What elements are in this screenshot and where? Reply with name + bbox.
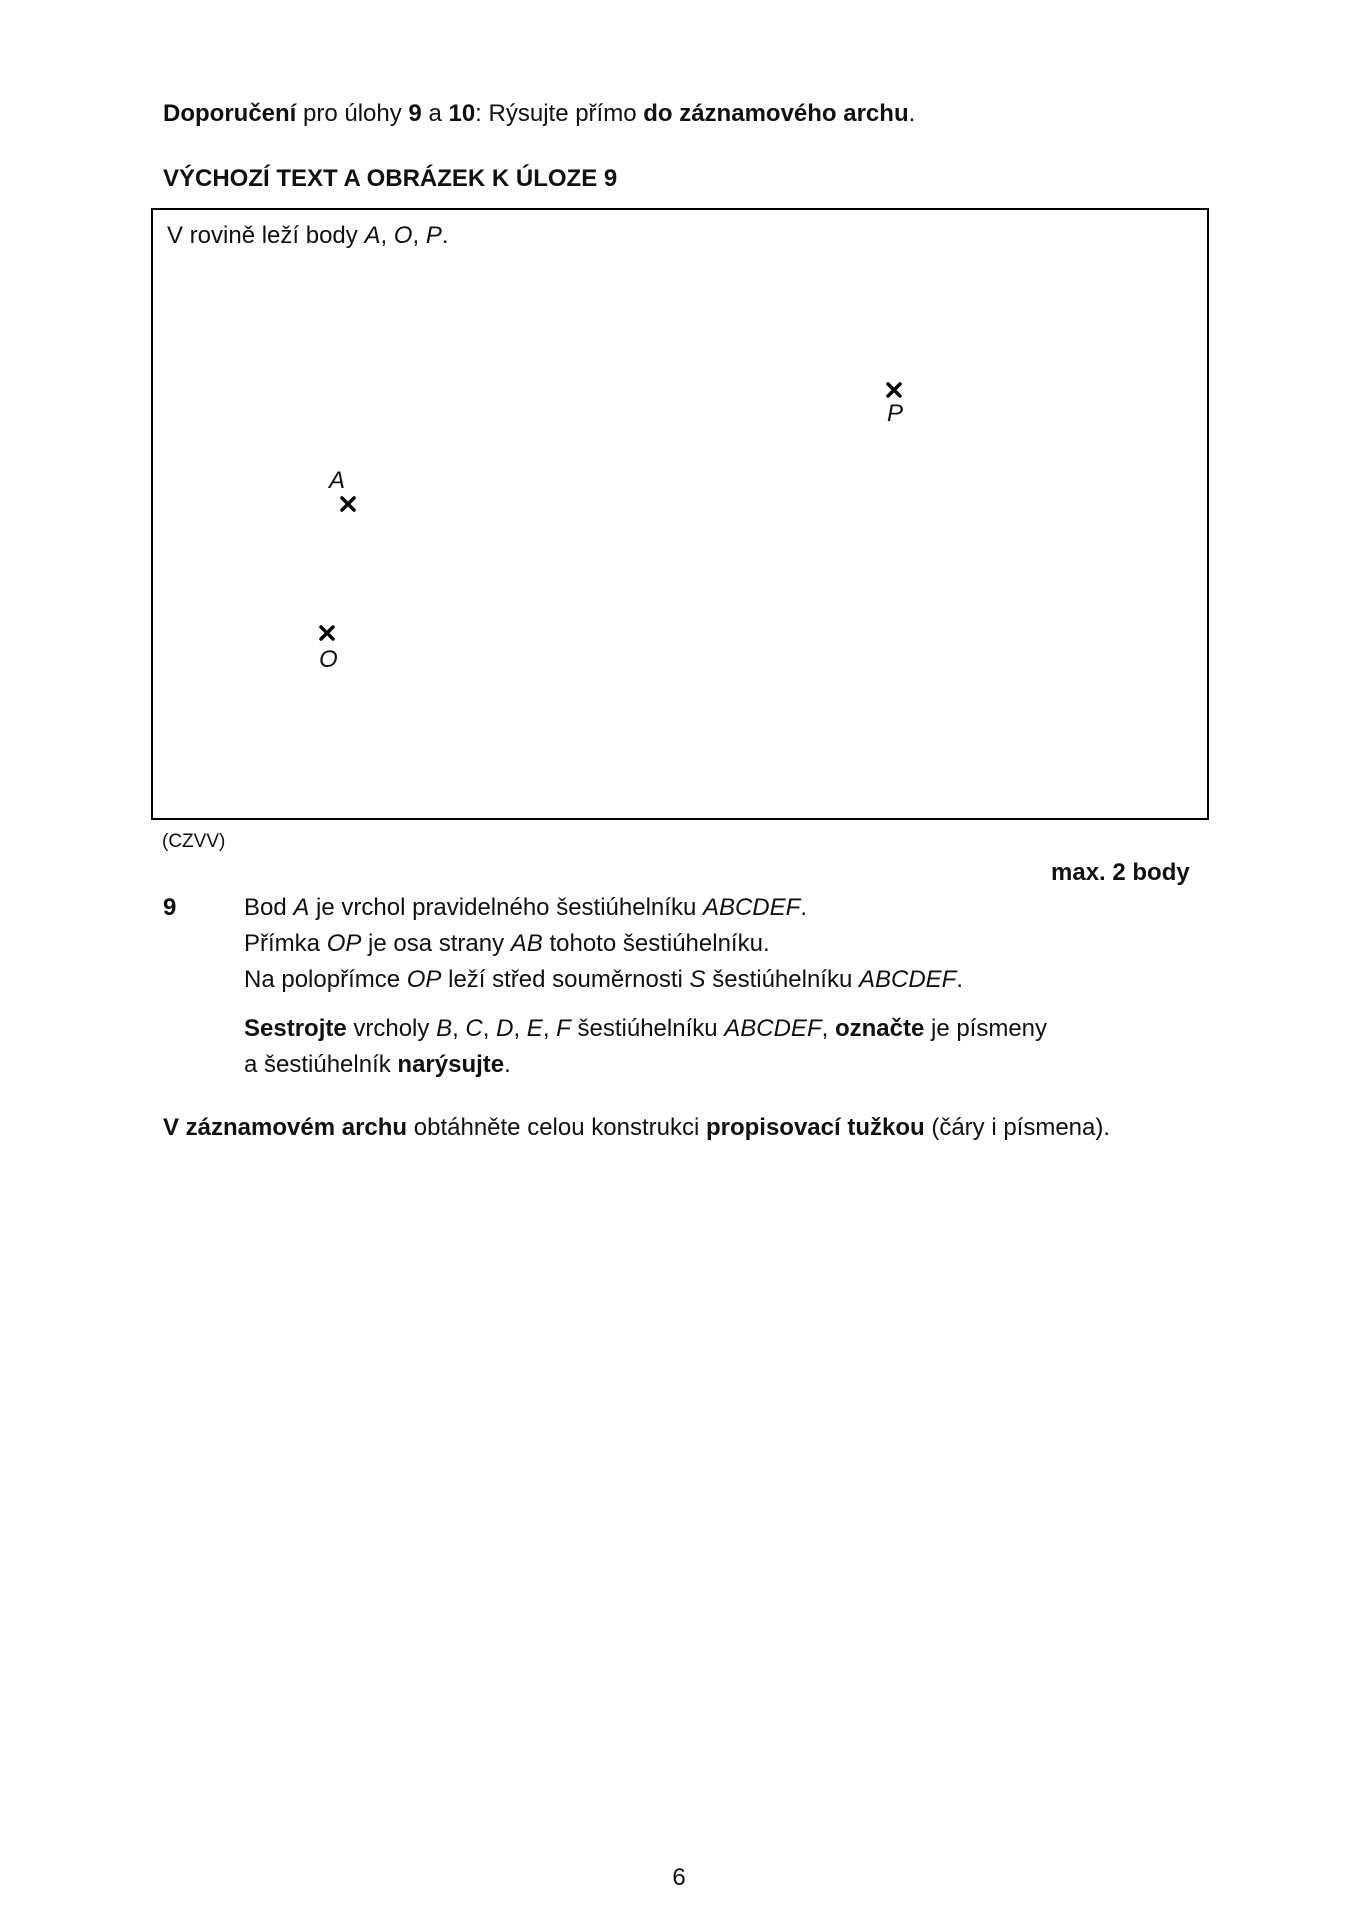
task-text: šestiúhelníku bbox=[570, 1015, 725, 1042]
task-math: B bbox=[436, 1015, 453, 1042]
task-text: je vrchol pravidelného šestiúhelníku bbox=[309, 894, 703, 921]
figure-intro-sep: , bbox=[380, 222, 394, 249]
recommendation-note bbox=[163, 98, 915, 130]
task-sep: , bbox=[513, 1015, 527, 1042]
final-instruction-text: (čáry i písmena). bbox=[924, 1114, 1111, 1141]
task-math: AB bbox=[510, 930, 543, 957]
task-text: . bbox=[800, 894, 807, 921]
task-text-line bbox=[244, 1013, 1047, 1045]
task-text-line bbox=[244, 1049, 511, 1081]
task-text: Na polopřímce bbox=[244, 966, 407, 993]
task-math: A bbox=[293, 894, 310, 921]
source-code: (CZVV) bbox=[162, 831, 226, 852]
task-math: E bbox=[526, 1015, 543, 1042]
task-math: ABCDEF bbox=[724, 1015, 822, 1042]
final-instruction-bold: propisovací tužkou bbox=[705, 1114, 925, 1141]
figure-intro-end: . bbox=[441, 222, 449, 249]
figure-intro-point-a: A bbox=[364, 222, 381, 249]
recommendation-text: pro úlohy bbox=[296, 100, 409, 127]
task-sep: , bbox=[821, 1015, 835, 1042]
point-label-p: P bbox=[887, 400, 904, 427]
task-sep: , bbox=[452, 1015, 466, 1042]
task-sep: , bbox=[542, 1015, 557, 1042]
figure-intro-point-o: O bbox=[393, 222, 413, 249]
point-label-a: A bbox=[329, 467, 346, 494]
figure-intro-text: V rovině leží body bbox=[167, 222, 365, 249]
task-instruction-bold: Sestrojte bbox=[244, 1015, 347, 1042]
task-text: . bbox=[956, 966, 964, 993]
recommendation-lead: Doporučení bbox=[163, 100, 297, 127]
recommendation-end: . bbox=[908, 100, 916, 127]
task-text: leží střed souměrnosti bbox=[441, 966, 690, 993]
figure-intro-sep: , bbox=[412, 222, 426, 249]
recommendation-text: : Rýsujte přímo bbox=[475, 100, 644, 127]
task-ref-a: 9 bbox=[408, 100, 422, 127]
task-text: Bod bbox=[244, 894, 294, 921]
recommendation-text: a bbox=[421, 100, 449, 127]
task-text: Přímka bbox=[244, 930, 327, 957]
page-number: 6 bbox=[672, 1864, 686, 1891]
task-text: je osa strany bbox=[361, 930, 511, 957]
cross-mark-icon bbox=[339, 495, 357, 513]
task-text: vrcholy bbox=[346, 1015, 437, 1042]
figure-box bbox=[151, 208, 1209, 820]
task-ref-b: 10 bbox=[448, 100, 476, 127]
task-math: D bbox=[496, 1015, 514, 1042]
task-text: šestiúhelníku bbox=[705, 966, 859, 993]
task-text: je písmeny bbox=[924, 1015, 1048, 1042]
task-text: tohoto šestiúhelníku. bbox=[542, 930, 770, 957]
task-math: ABCDEF bbox=[858, 966, 957, 993]
task-math: S bbox=[689, 966, 706, 993]
task-text-line bbox=[244, 892, 807, 924]
task-math: ABCDEF bbox=[702, 894, 801, 921]
task-number: 9 bbox=[163, 894, 177, 921]
task-text: a šestiúhelník bbox=[244, 1051, 398, 1078]
final-instruction bbox=[163, 1112, 1110, 1144]
task-math: C bbox=[465, 1015, 483, 1042]
task-instruction-bold: označte bbox=[834, 1015, 925, 1042]
cross-mark-icon bbox=[885, 381, 903, 399]
task-math: OP bbox=[326, 930, 362, 957]
figure-intro-point-p: P bbox=[425, 222, 442, 249]
task-math: F bbox=[556, 1015, 571, 1042]
point-label-o: O bbox=[319, 646, 338, 673]
final-instruction-bold: V záznamovém archu bbox=[163, 1114, 408, 1141]
figure-intro bbox=[167, 220, 449, 252]
task-text: . bbox=[504, 1051, 511, 1078]
cross-mark-icon bbox=[318, 624, 336, 642]
recommendation-target: do záznamového archu bbox=[643, 100, 909, 127]
max-points: max. 2 body bbox=[1051, 859, 1190, 886]
final-instruction-text: obtáhněte celou konstrukci bbox=[407, 1114, 706, 1141]
task-text-line bbox=[244, 928, 770, 960]
task-instruction-bold: narýsujte bbox=[397, 1051, 505, 1078]
section-heading: VÝCHOZÍ TEXT A OBRÁZEK K ÚLOZE 9 bbox=[163, 165, 618, 192]
task-text-line bbox=[244, 964, 963, 996]
task-math: OP bbox=[406, 966, 442, 993]
task-sep: , bbox=[482, 1015, 497, 1042]
